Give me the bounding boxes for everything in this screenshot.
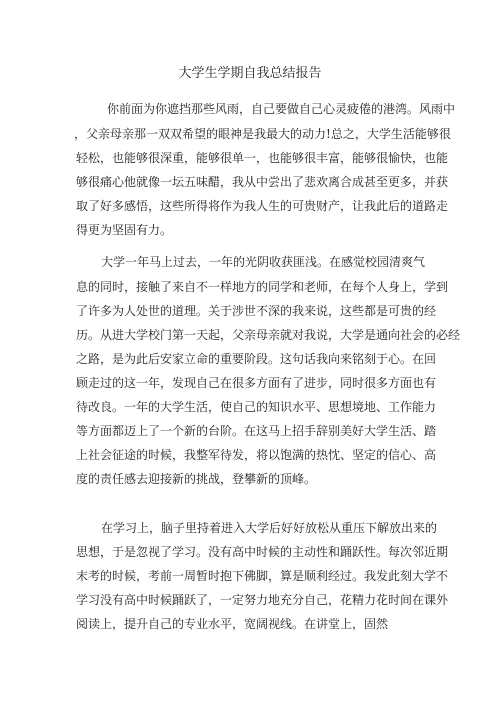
paragraph-line: 思想，于是忽视了学习。没有高中时候的主动性和踊跃性。每次邻近期 [76,545,449,559]
paragraph-line: 轻松，也能够很深重，能够很单一，也能够很丰富，能够很愉快，也能 [76,151,449,165]
paragraph-line: 息的同时，接触了来自不一样地方的同学和老师，在每个人身上，学到 [76,280,449,294]
paragraph-line: 顾走过的这一年，发现自己在很多方面有了进步，同时很多方面也有 [76,376,437,390]
paragraph-line: 了许多为人处世的道理。关于涉世不深的我来说，这些都是可贵的经 [76,304,437,318]
paragraph-line: 学习没有高中时候踊跃了，一定努力地充分自己，花精力花时间在课外 [76,593,449,607]
document-title: 大学生学期自我总结报告 [178,66,322,81]
paragraph-line: 大学一年马上过去，一年的光阴收获匪浅。在感觉校园清爽气 [101,255,426,269]
paragraph-line: 待改良。一年的大学生活，使自己的知识水平、思想境地、工作能力 [76,400,437,414]
paragraph-line: 在学习上，脑子里持着进入大学后好好放松从重压下解放出来的 [101,521,438,535]
paragraph-line: 等方面都迈上了一个新的台阶。在这马上招手辞别美好大学生活、踏 [76,424,437,438]
paragraph-line: 够很痛心他就像一坛五味醋，我从中尝出了悲欢离合成甚至更多，并获 [76,175,449,189]
paragraph-line: 之路，是为此后安家立命的重要阶段。这句话我向来铭刻于心。在回 [76,352,437,366]
paragraph-line: ，父亲母亲那一双双希望的眼神是我最大的动力!总之，大学生活能够很 [74,127,451,141]
paragraph-line: 上社会征途的时候，我整军待发，将以饱满的热忱、坚定的信心、高 [76,448,437,462]
paragraph-line: 末考的时候，考前一周暂时抱下佛脚，算是顺利经过。我发此刻大学不 [76,569,449,583]
paragraph-line: 度的责任感去迎接新的挑战，登攀新的顶峰。 [76,472,317,486]
paragraph-line: 阅读上，提升自己的专业水平，宽阔视线。在讲堂上，固然 [76,617,389,631]
paragraph-line: 取了好多感悟，这些所得将作为我人生的可贵财产，让我此后的道路走 [76,199,449,213]
paragraph-line: 你前面为你遮挡那些风雨，自己要做自己心灵疲倦的港湾。风雨中 [107,102,456,116]
paragraph-line: 得更为坚固有力。 [76,223,173,237]
paragraph-line: 历。从进大学校门第一天起，父亲母亲就对我说，大学是通向社会的必经 [76,328,461,342]
